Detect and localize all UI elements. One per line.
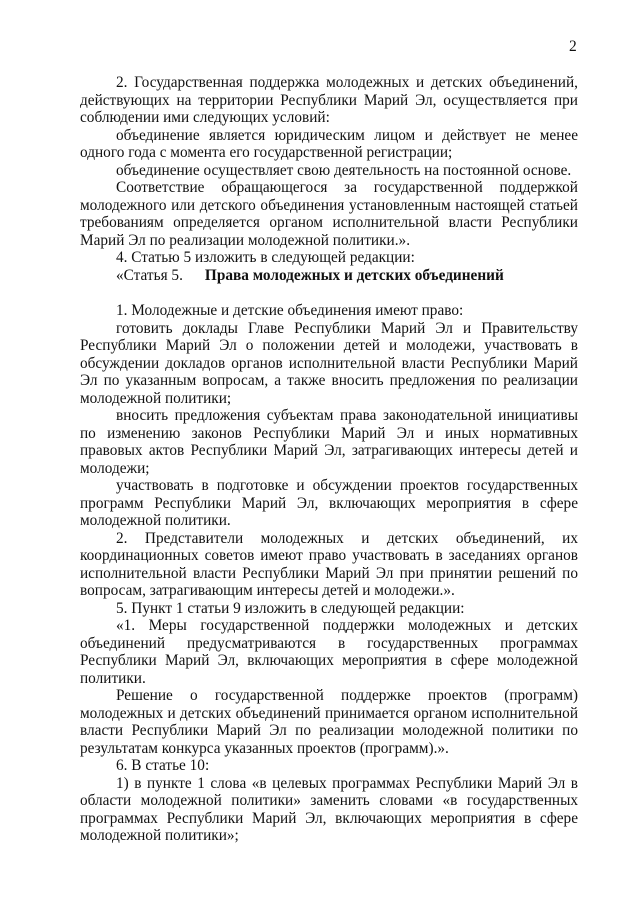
article-5-heading [80, 267, 578, 285]
paragraph-support-decision: Решение о государственной поддержке проектов (программ) молодежных и детских объединений принимается органом исполнительной власти Республики Марий Эл по реализации молодежной политики по результатам конкурса указанных проектов (программ).». [80, 687, 578, 757]
page-number: 2 [569, 38, 577, 55]
paragraph-representatives: 2. Представители молодежных и детских объединений, их координационных советов имеют право участвовать в заседаниях органов исполнительной власти Республики Марий Эл при принятии решений по вопросам, затрагивающим интересы детей и молодежи.». [80, 529, 578, 599]
paragraph-right-proposals: вносить предложения субъектам права законодательной инициативы по изменению законов Республики Марий Эл и иных нормативных правовых актов Республики Марий Эл, затрагивающих интересы детей и молодежи; [80, 407, 578, 477]
paragraph-rights-intro: 1. Молодежные и детские объединения имеют право: [116, 302, 464, 319]
paragraph-subitem-1: 1) в пункте 1 слова «в целевых программах Республики Марий Эл в области молодежной политики» заменить словами «в государственных программах Республики Марий Эл, включающих мероприятия в сфере молодежной политики»; [80, 774, 578, 844]
document-body [80, 74, 578, 845]
paragraph-support-conditions: 2. Государственная поддержка молодежных и детских объединений, действующих на территории Республики Марий Эл, осуществляется при соблюдении ими следующих условий: [80, 74, 578, 126]
paragraph-condition-permanent: объединение осуществляет свою деятельность на постоянной основе. [116, 161, 572, 179]
paragraph-item-5: 5. Пункт 1 статьи 9 изложить в следующей редакции: [116, 599, 465, 617]
paragraph-right-reports: готовить доклады Главе Республики Марий Эл и Правительству Республики Марий Эл о положении детей и молодежи, участвовать в обсуждении докладов органов исполнительной власти Республики Марий Эл по указанным вопросам, а также вносить предложения по реализации молодежной политики; [80, 319, 578, 407]
article-5-prefix: «Статья 5. [116, 266, 183, 284]
paragraph-item-6: 6. В статье 10: [116, 757, 210, 774]
paragraph-compliance: Соответствие обращающегося за государственной поддержкой молодежного или детского объединения установленным настоящей статьей требованиям определяется органом исполнительной власти Республики Марий Эл по реализации молодежной политики.». [80, 179, 578, 249]
blank-line [80, 284, 578, 302]
paragraph-item-4: 4. Статью 5 изложить в следующей редакции: [116, 249, 415, 266]
paragraph-right-programs: участвовать в подготовке и обсуждении проектов государственных программ Республики Марий Эл, включающих мероприятия в сфере молодежной политики. [80, 477, 578, 529]
paragraph-condition-legal-entity: объединение является юридическим лицом и действует не менее одного года с момента его государственной регистрации; [80, 126, 578, 161]
paragraph-support-measures: «1. Меры государственной поддержки молодежных и детских объединений предусматриваются в государственных программах Республики Марий Эл, включающих мероприятия в сфере молодежной политики. [80, 617, 578, 687]
article-5-title: Права молодежных и детских объединений [204, 266, 504, 284]
